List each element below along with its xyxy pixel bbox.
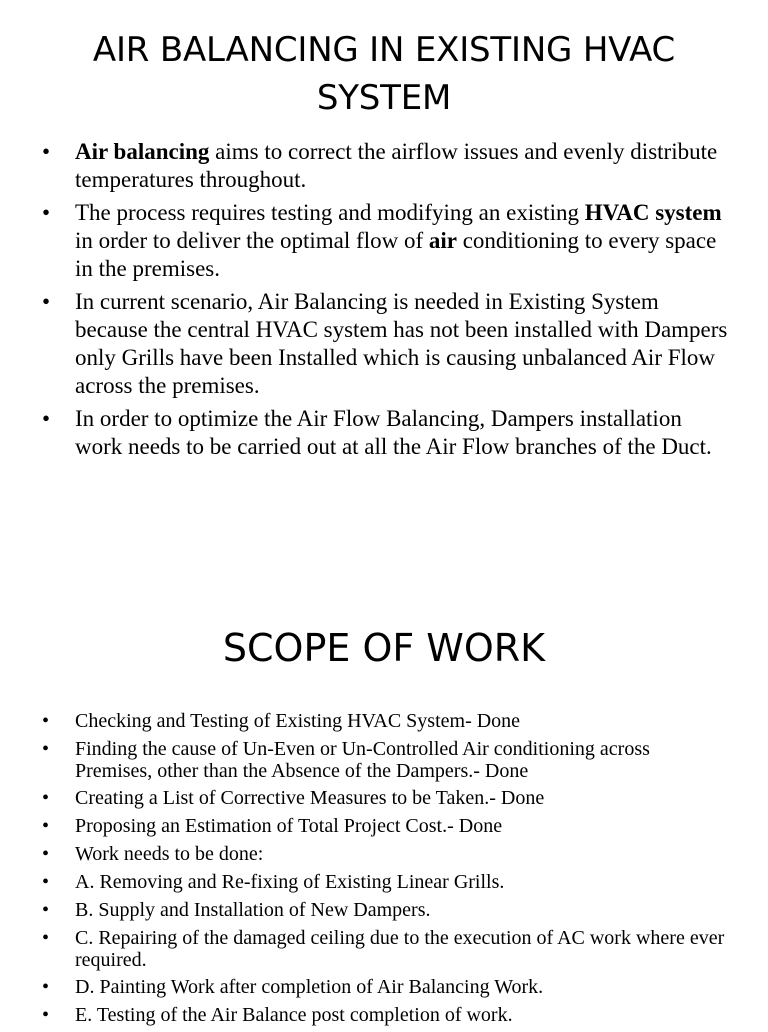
list-item-text: Checking and Testing of Existing HVAC System- Done xyxy=(75,710,521,732)
list-item-text: C. Repairing of the damaged ceiling due to the execution of AC work where ever required. xyxy=(75,927,725,971)
bullet-icon: • xyxy=(42,927,50,949)
bullet-icon: • xyxy=(42,406,51,431)
list-item xyxy=(40,976,730,999)
list-item-text: Creating a List of Corrective Measures to be Taken.- Done xyxy=(75,787,545,809)
list-item-text: Finding the cause of Un-Even or Un-Controlled Air conditioning across Premises, other than the Absence of the Dampers.- Done xyxy=(75,738,650,782)
list-item xyxy=(40,199,730,283)
slide-title: SCOPE OF WORK xyxy=(222,626,546,670)
bold-text: air xyxy=(428,228,457,253)
list-item xyxy=(40,405,730,461)
list-item xyxy=(40,787,730,810)
list-item xyxy=(40,288,730,400)
list-item xyxy=(40,843,730,866)
bullet-icon: • xyxy=(42,139,51,164)
bullet-icon: • xyxy=(42,1004,50,1026)
bullet-icon: • xyxy=(42,738,50,760)
title-line-1: AIR BALANCING IN EXISTING HVAC xyxy=(92,30,676,70)
list-item xyxy=(40,899,730,922)
list-item-text: A. Removing and Re-fixing of Existing Linear Grills. xyxy=(75,871,505,893)
list-item xyxy=(40,927,730,971)
list-item xyxy=(40,815,730,838)
list-item-text: In current scenario, Air Balancing is needed in Existing System because the central HVAC system has not been installed with Dampers only Grills have been Installed which is causing unbalanced Air Flow across the premises. xyxy=(75,289,728,398)
bullet-icon: • xyxy=(42,289,51,314)
list-item-text: Proposing an Estimation of Total Project Cost.- Done xyxy=(75,815,503,837)
list-item-text: In order to optimize the Air Flow Balancing, Dampers installation work needs to be carried out at all the Air Flow branches of the Duct. xyxy=(75,406,712,459)
title-line-2: SYSTEM xyxy=(316,78,452,118)
bullet-icon: • xyxy=(42,899,50,921)
bullet-icon: • xyxy=(42,871,50,893)
bullet-icon: • xyxy=(42,710,50,732)
list-item-text: conditioning to every space in the premises. xyxy=(75,228,717,281)
slide-title xyxy=(40,26,728,122)
list-item-text: B. Supply and Installation of New Dampers. xyxy=(75,899,431,921)
bullet-list xyxy=(40,710,730,1032)
list-item xyxy=(40,710,730,733)
list-item xyxy=(40,138,730,194)
list-item-text: Work needs to be done: xyxy=(75,843,264,865)
list-item-text: D. Painting Work after completion of Air Balancing Work. xyxy=(75,976,544,998)
bullet-icon: • xyxy=(42,787,50,809)
list-item-text: E. Testing of the Air Balance post completion of work. xyxy=(75,1004,513,1026)
bold-text: HVAC system xyxy=(584,200,722,225)
bold-text: Air balancing xyxy=(75,139,210,164)
bullet-icon: • xyxy=(42,815,50,837)
slide-scope-of-work xyxy=(0,600,768,1024)
list-item xyxy=(40,738,730,782)
list-item-text: aims to correct the airflow issues and evenly distribute temperatures throughout. xyxy=(75,139,718,192)
bullet-icon: • xyxy=(42,200,51,225)
bullet-list xyxy=(40,138,730,466)
list-item-text: in order to deliver the optimal flow of xyxy=(75,228,429,253)
bullet-icon: • xyxy=(42,843,50,865)
list-item-text: The process requires testing and modifying an existing xyxy=(75,200,585,225)
list-item xyxy=(40,871,730,894)
bullet-icon: • xyxy=(42,976,50,998)
